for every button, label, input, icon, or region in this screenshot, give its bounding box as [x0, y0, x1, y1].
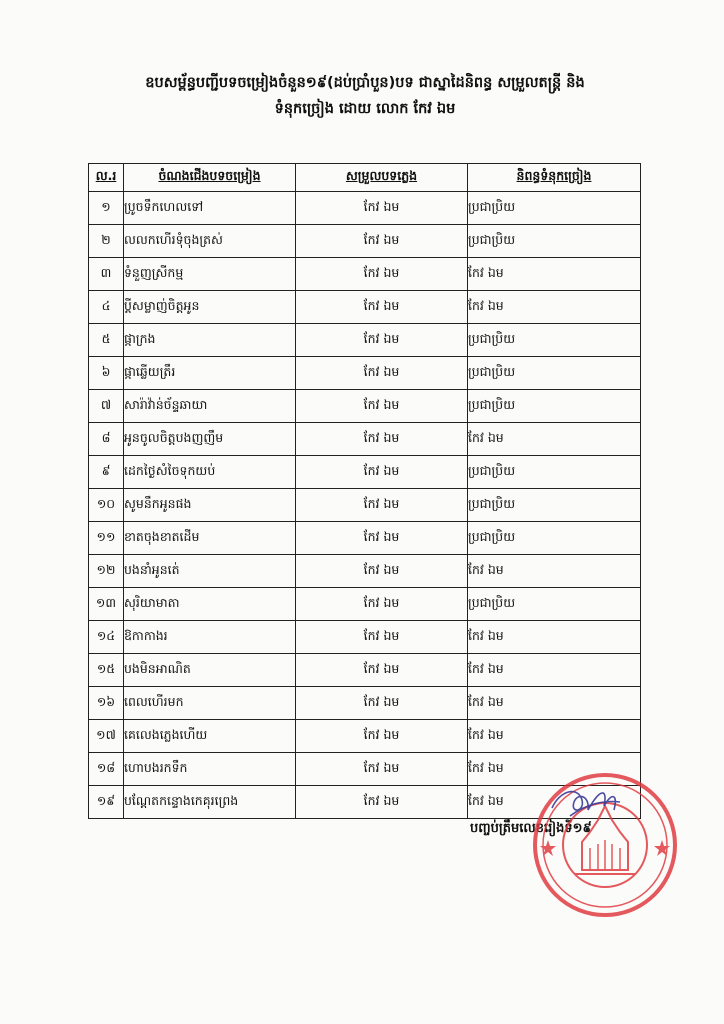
header-owner: និពន្ធទំនុកច្រៀង [468, 164, 641, 192]
row-lyricist: ប្រជាប្រិយ [468, 225, 641, 258]
row-lyricist: កែវ ឯម [468, 786, 641, 819]
row-num: ១១ [89, 522, 124, 555]
row-music-arranger: កែវ ឯម [296, 654, 468, 687]
row-music-arranger: កែវ ឯម [296, 390, 468, 423]
row-lyricist: ប្រជាប្រិយ [468, 390, 641, 423]
row-num: ១២ [89, 555, 124, 588]
row-num: ១៩ [89, 786, 124, 819]
row-song-title: ពេលហើរមក [124, 687, 296, 720]
table-row [89, 390, 641, 423]
row-num: ១៣ [89, 588, 124, 621]
row-song-title: បងមិនអាណិត [124, 654, 296, 687]
row-music-arranger: កែវ ឯម [296, 687, 468, 720]
row-num: ១៦ [89, 687, 124, 720]
row-music-arranger: កែវ ឯម [296, 555, 468, 588]
table-row [89, 423, 641, 456]
row-song-title: ផ្កាក្រង [124, 324, 296, 357]
row-lyricist: កែវ ឯម [468, 687, 641, 720]
row-song-title: លលកហើរទុំចុងត្រស់ [124, 225, 296, 258]
song-table [88, 163, 641, 819]
row-lyricist: កែវ ឯម [468, 621, 641, 654]
row-num: ១៧ [89, 720, 124, 753]
row-lyricist: ប្រជាប្រិយ [468, 192, 641, 225]
row-num: ១០ [89, 489, 124, 522]
table-row [89, 621, 641, 654]
header-num: ល.រ [89, 164, 124, 192]
table-row [89, 720, 641, 753]
table-row [89, 555, 641, 588]
row-music-arranger: កែវ ឯម [296, 786, 468, 819]
row-song-title: ឱកាកាងរ [124, 621, 296, 654]
row-song-title: បងនាំអូនតេ់ [124, 555, 296, 588]
row-music-arranger: កែវ ឯម [296, 423, 468, 456]
row-song-title: ប្រូចទឹកហេលទៅ [124, 192, 296, 225]
row-music-arranger: កែវ ឯម [296, 291, 468, 324]
row-music-arranger: កែវ ឯម [296, 753, 468, 786]
row-song-title: ប្តីសម្លាញ់ចិត្តអូន [124, 291, 296, 324]
row-lyricist: ប្រជាប្រិយ [468, 456, 641, 489]
row-song-title: គេលេងភ្លេងហើយ [124, 720, 296, 753]
row-num: ៧ [89, 390, 124, 423]
row-music-arranger: កែវ ឯម [296, 258, 468, 291]
table-row [89, 324, 641, 357]
row-music-arranger: កែវ ឯម [296, 588, 468, 621]
row-lyricist: កែវ ឯម [468, 753, 641, 786]
table-row [89, 357, 641, 390]
row-num: ៦ [89, 357, 124, 390]
header-music: សម្រួលបទភ្លេង [296, 164, 468, 192]
table-row [89, 522, 641, 555]
row-num: ៩ [89, 456, 124, 489]
row-song-title: ខាតចុងខាតដើម [124, 522, 296, 555]
red-seal-icon [530, 770, 680, 924]
row-music-arranger: កែវ ឯម [296, 720, 468, 753]
table-row [89, 258, 641, 291]
row-num: ៣ [89, 258, 124, 291]
row-lyricist: កែវ ឯម [468, 654, 641, 687]
row-music-arranger: កែវ ឯម [296, 324, 468, 357]
row-lyricist: កែវ ឯម [468, 291, 641, 324]
row-num: ៥ [89, 324, 124, 357]
row-lyricist: ប្រជាប្រិយ [468, 489, 641, 522]
table-row [89, 192, 641, 225]
row-lyricist: កែវ ឯម [468, 720, 641, 753]
title-line-1: ឧបសម្ព័ន្ធបញ្ជីបទចម្រៀងចំនួន១៩(ដប់ប្រាំបួន)បទ ជាស្នាដៃនិពន្ធ សម្រួលតន្ត្រី និង [145, 75, 585, 91]
row-lyricist: ប្រជាប្រិយ [468, 357, 641, 390]
table-row [89, 654, 641, 687]
row-song-title: សូមនឹកអូនផង [124, 489, 296, 522]
row-num: ១៨ [89, 753, 124, 786]
table-header-row [89, 164, 641, 192]
row-music-arranger: កែវ ឯម [296, 192, 468, 225]
table-row [89, 225, 641, 258]
row-song-title: ហោបងរកទឹក [124, 753, 296, 786]
row-lyricist: ប្រជាប្រិយ [468, 522, 641, 555]
row-music-arranger: កែវ ឯម [296, 522, 468, 555]
song-rows [89, 192, 641, 819]
row-song-title: អូនចូលចិត្តបងញញឹម [124, 423, 296, 456]
row-num: ៤ [89, 291, 124, 324]
row-song-title: សុរិយាមាតា [124, 588, 296, 621]
footer-note: បញ្ចប់ត្រឹមលេខរៀងទី១៩ [470, 821, 592, 836]
row-lyricist: ប្រជាប្រិយ [468, 588, 641, 621]
row-num: ១៤ [89, 621, 124, 654]
table-row [89, 291, 641, 324]
header-song: ចំណងជើងបទចម្រៀង [124, 164, 296, 192]
row-music-arranger: កែវ ឯម [296, 489, 468, 522]
table-row [89, 456, 641, 489]
row-song-title: ផ្កាឆ្លើយត្រឹរ [124, 357, 296, 390]
row-num: ៨ [89, 423, 124, 456]
table-row [89, 687, 641, 720]
row-song-title: បណ្តែតកន្ទោងកេគុរព្រេង [124, 786, 296, 819]
row-lyricist: កែវ ឯម [468, 258, 641, 291]
row-music-arranger: កែវ ឯម [296, 225, 468, 258]
row-num: ២ [89, 225, 124, 258]
table-row [89, 489, 641, 522]
row-num: ១៥ [89, 654, 124, 687]
row-num: ១ [89, 192, 124, 225]
row-lyricist: កែវ ឯម [468, 555, 641, 588]
document-title [60, 70, 670, 122]
title-line-2: ទំនុកច្រៀង ដោយ លោក កែវ ឯម [274, 101, 456, 117]
row-song-title: ទំនួញស្រីកម្ម [124, 258, 296, 291]
row-music-arranger: កែវ ឯម [296, 621, 468, 654]
row-lyricist: ប្រជាប្រិយ [468, 324, 641, 357]
row-music-arranger: កែវ ឯម [296, 456, 468, 489]
row-song-title: ដេកថ្ងៃសំចៃទុកយប់ [124, 456, 296, 489]
row-song-title: សារ៉ាវ៉ាន់ច័ន្ទឆាយា [124, 390, 296, 423]
row-lyricist: កែវ ឯម [468, 423, 641, 456]
table-row [89, 588, 641, 621]
row-music-arranger: កែវ ឯម [296, 357, 468, 390]
